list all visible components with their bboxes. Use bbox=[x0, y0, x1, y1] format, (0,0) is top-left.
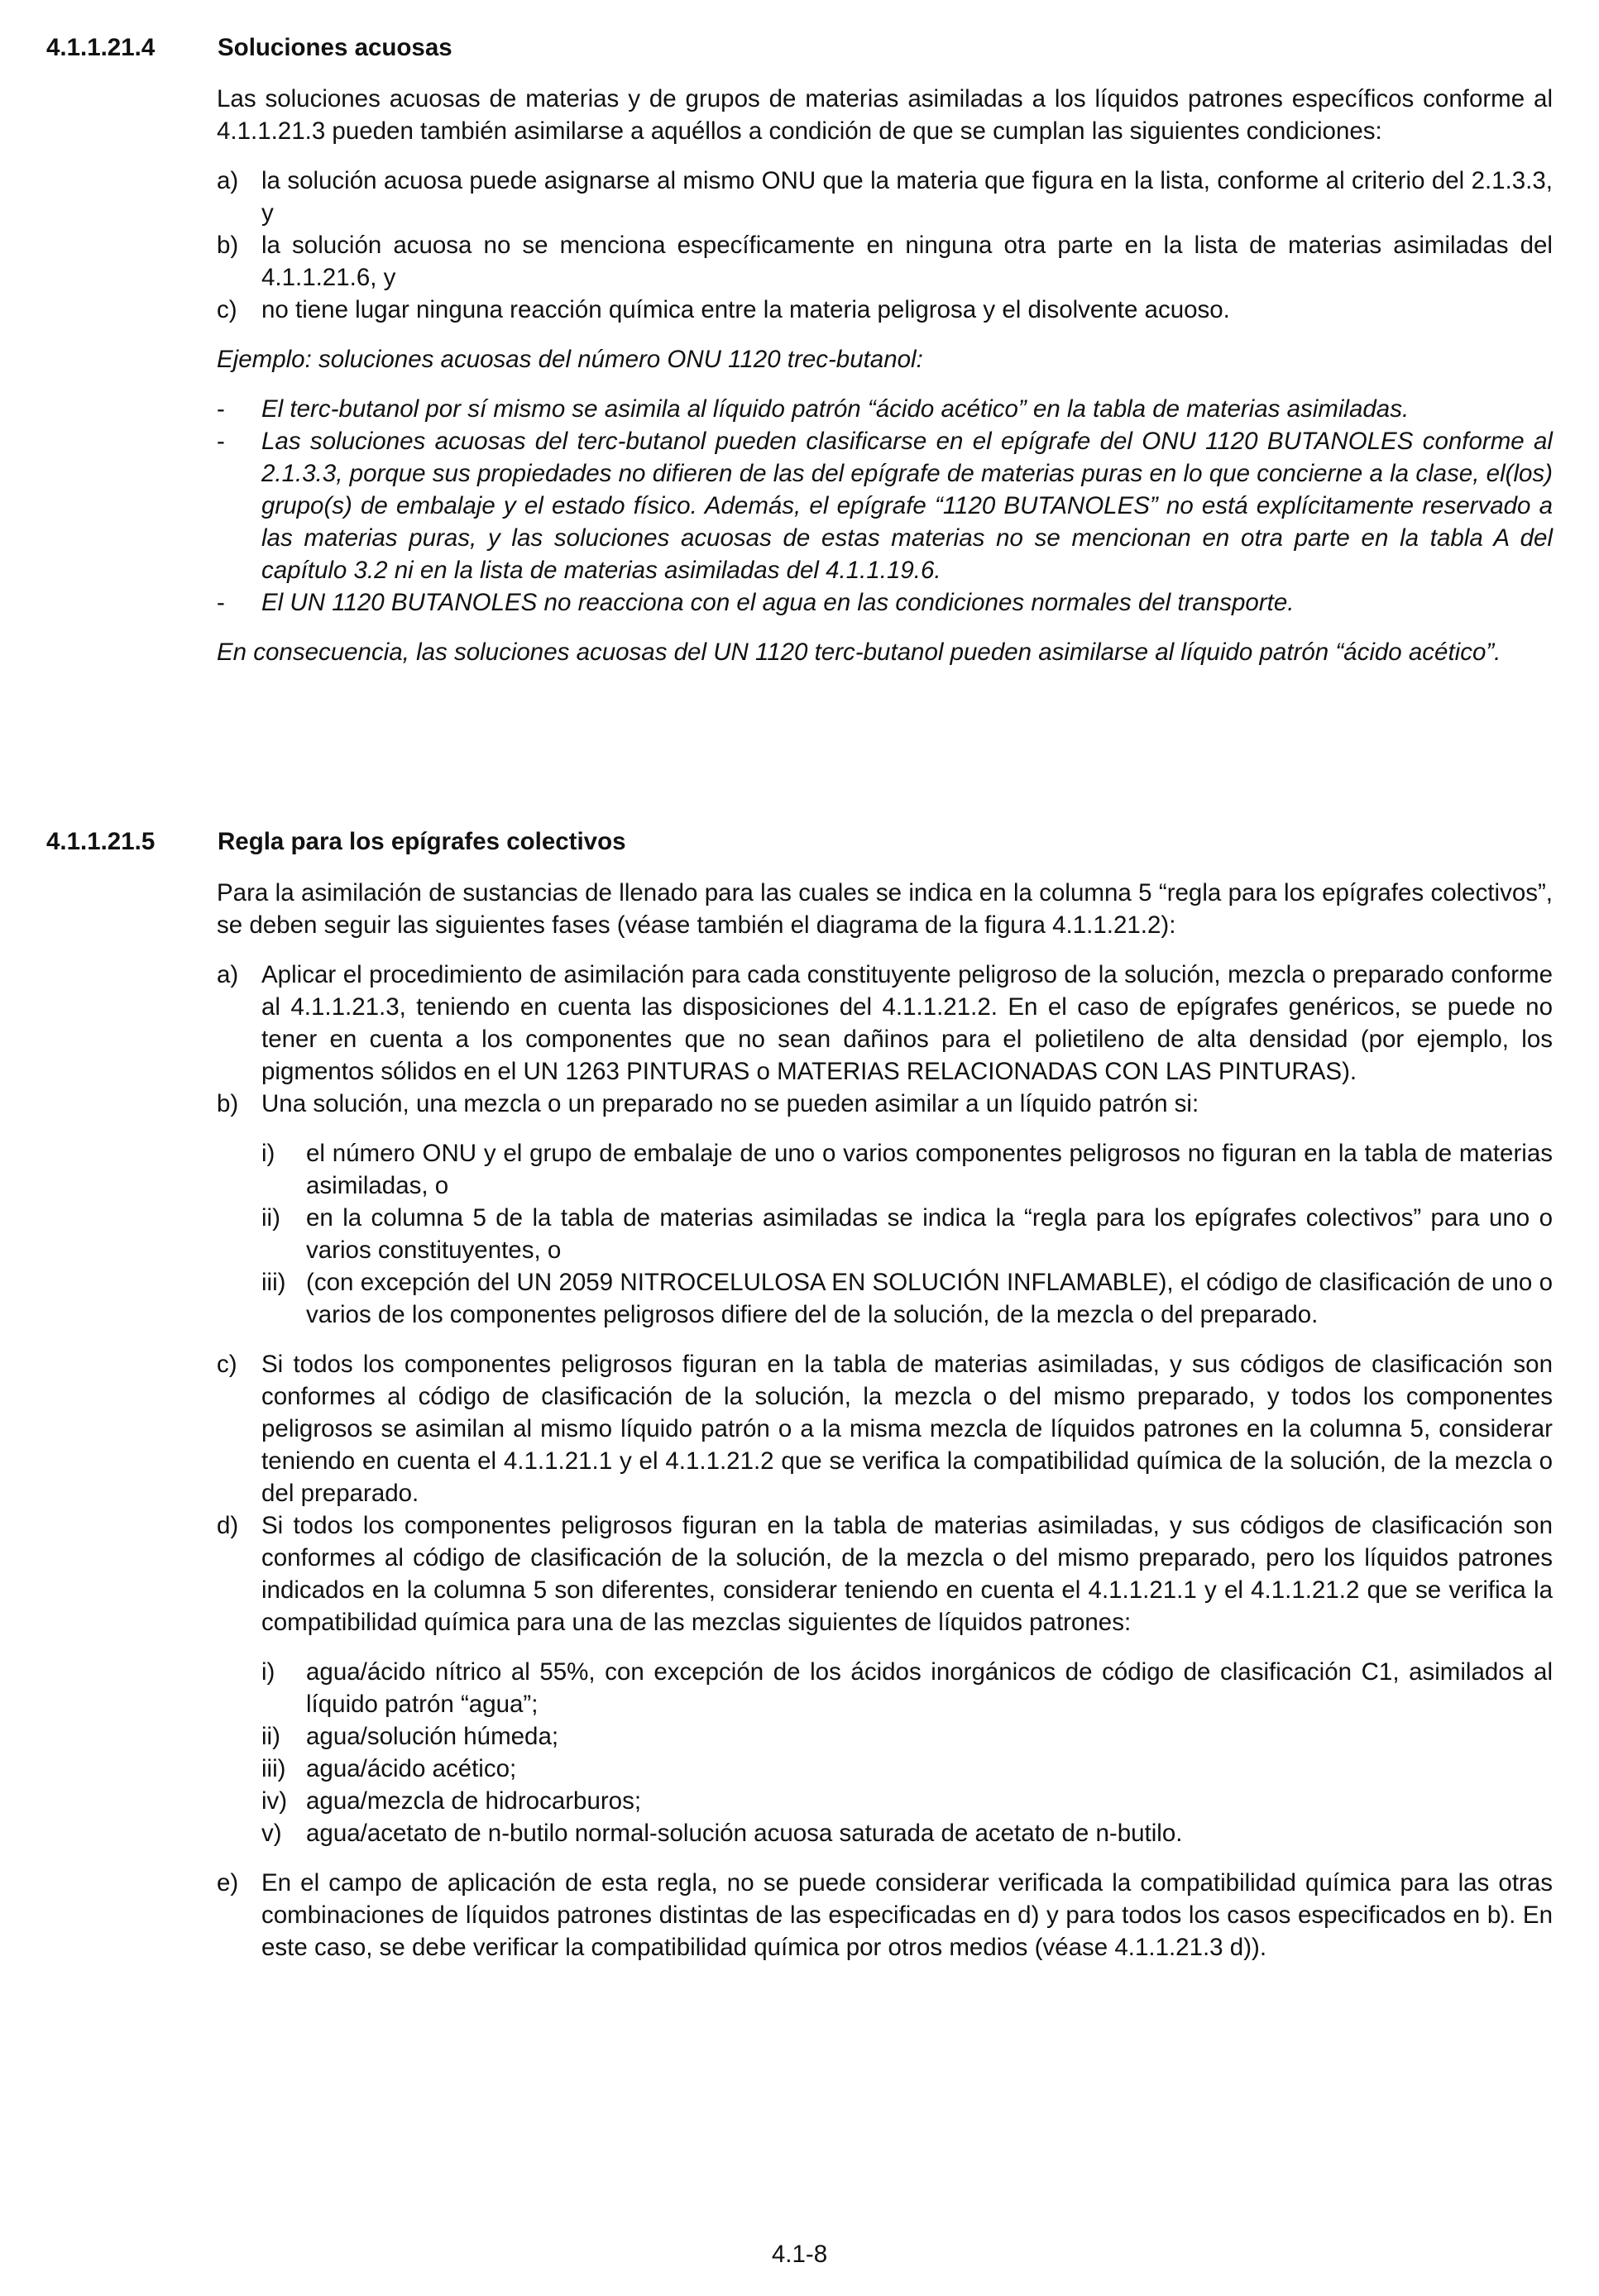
dash-label: - bbox=[217, 589, 225, 616]
item-label: c) bbox=[217, 1351, 237, 1378]
sub-label: iii) bbox=[261, 1755, 286, 1782]
item-label: d) bbox=[217, 1512, 239, 1539]
section-body-5 bbox=[217, 877, 1553, 1964]
sub-item bbox=[217, 1202, 1553, 1266]
conclusion-paragraph: En consecuencia, las soluciones acuosas del UN 1120 terc-butanol pueden asimilarse al líquido patrón “ácido acético”. bbox=[217, 639, 1501, 666]
item-label: a) bbox=[217, 167, 239, 194]
sub-text: (con excepción del UN 2059 NITROCELULOSA EN SOLUCIÓN INFLAMABLE), el código de clasificación de uno o varios de los componentes peligrosos difiere del de la solución, de la mezcla o del preparado. bbox=[306, 1269, 1553, 1328]
sub-text: en la columna 5 de la tabla de materias asimiladas se indica la “regla para los epígrafes colectivos” para uno o varios constituyentes, o bbox=[306, 1204, 1553, 1264]
sub-text: agua/solución húmeda; bbox=[306, 1723, 559, 1750]
item-text: la solución acuosa no se menciona específicamente en ninguna otra parte en la lista de materias asimiladas del 4.1.1.21.6, y bbox=[261, 232, 1553, 291]
step-item-e bbox=[217, 1867, 1553, 1964]
sub-item bbox=[217, 1137, 1553, 1202]
example-item bbox=[217, 586, 1553, 619]
example-heading: Ejemplo: soluciones acuosas del número ONU 1120 trec-butanol: bbox=[217, 346, 923, 373]
step-item-b bbox=[217, 1088, 1553, 1120]
item-label: e) bbox=[217, 1869, 239, 1897]
step-item-d bbox=[217, 1509, 1553, 1638]
item-label: b) bbox=[217, 1090, 239, 1117]
dash-label: - bbox=[217, 428, 225, 455]
section-body-4 bbox=[217, 83, 1553, 668]
sub-text: agua/ácido nítrico al 55%, con excepción de los ácidos inorgánicos de código de clasificación C1, asimilados al líquido patrón “agua”; bbox=[306, 1658, 1553, 1718]
condition-item bbox=[217, 165, 1553, 229]
sub-item bbox=[217, 1817, 1553, 1849]
item-text: Una solución, una mezcla o un preparado no se pueden asimilar a un líquido patrón si: bbox=[261, 1090, 1199, 1117]
item-text: Las soluciones acuosas del terc-butanol pueden clasificarse en el epígrafe del ONU 1120 BUTANOLES conforme al 2.1.3.3, porque sus propiedades no difieren de las del epígrafe de materias puras en lo que concierne a la clase, el(los) grupo(s) de embalaje y el estado físico. Además, el epígrafe “1120 BUTANOLES” no está explícitamente reservado a las materias puras, y las soluciones acuosas de estas materias no se mencionan en otra parte en la tabla A del capítulo 3.2 ni en la lista de materias asimiladas del 4.1.1.19.6. bbox=[261, 428, 1553, 584]
sub-item bbox=[217, 1266, 1553, 1331]
section-number: 4.1.1.21.5 bbox=[46, 828, 156, 855]
item-text: Si todos los componentes peligrosos figuran en la tabla de materias asimiladas, y sus códigos de clasificación son conformes al código de clasificación de la solución, de la mezcla o del mismo preparado, pero los líquidos patrones indicados en la columna 5 son diferentes, considerar teniendo en cuenta el 4.1.1.21.1 y el 4.1.1.21.2 que se verifica la compatibilidad química para una de las mezclas siguientes de líquidos patrones: bbox=[261, 1512, 1553, 1636]
sub-item bbox=[217, 1720, 1553, 1753]
sub-text: agua/acetato de n-butilo normal-solución acuosa saturada de acetato de n-butilo. bbox=[306, 1820, 1183, 1847]
sub-text: agua/mezcla de hidrocarburos; bbox=[306, 1787, 642, 1815]
intro-paragraph: Las soluciones acuosas de materias y de grupos de materias asimiladas a los líquidos patrones específicos conforme al 4.1.1.21.3 pueden también asimilarse a aquéllos a condición de que se cumplan las siguientes condiciones: bbox=[217, 85, 1553, 145]
item-text: la solución acuosa puede asignarse al mismo ONU que la materia que figura en la lista, conforme al criterio del 2.1.3.3, y bbox=[261, 167, 1553, 227]
sub-label: ii) bbox=[261, 1723, 280, 1750]
example-item bbox=[217, 425, 1553, 586]
section-title: Soluciones acuosas bbox=[218, 34, 452, 61]
condition-item bbox=[217, 294, 1553, 326]
example-item bbox=[217, 393, 1553, 425]
item-text: Si todos los componentes peligrosos figuran en la tabla de materias asimiladas, y sus códigos de clasificación son conformes al código de clasificación de la solución, la mezcla o del mismo preparado, y todos los componentes peligrosos se asimilan al mismo líquido patrón o a la misma mezcla de líquidos patrones en la columna 5, considerar teniendo en cuenta el 4.1.1.21.1 y el 4.1.1.21.2 que se verifica la compatibilidad química de la solución, de la mezcla o del preparado. bbox=[261, 1351, 1553, 1507]
dash-label: - bbox=[217, 395, 225, 423]
item-label: a) bbox=[217, 961, 239, 988]
condition-item bbox=[217, 229, 1553, 294]
sub-label: iii) bbox=[261, 1269, 286, 1296]
item-label: c) bbox=[217, 296, 237, 323]
step-item-a bbox=[217, 959, 1553, 1088]
sub-text: agua/ácido acético; bbox=[306, 1755, 517, 1782]
item-text: En el campo de aplicación de esta regla, no se puede considerar verificada la compatibilidad química para las otras combinaciones de líquidos patrones distintas de las especificadas en d) y para todos los casos especificados en b). En este caso, se debe verificar la compatibilidad química por otros medios (véase 4.1.1.21.3 d)). bbox=[261, 1869, 1553, 1961]
section-heading-4 bbox=[46, 31, 1552, 64]
sub-item bbox=[217, 1656, 1553, 1720]
sub-label: i) bbox=[261, 1140, 275, 1167]
section-title: Regla para los epígrafes colectivos bbox=[218, 828, 626, 855]
step-item-c bbox=[217, 1348, 1553, 1509]
sub-text: el número ONU y el grupo de embalaje de uno o varios componentes peligrosos no figuran en la tabla de materias asimiladas, o bbox=[306, 1140, 1553, 1199]
sub-item bbox=[217, 1753, 1553, 1785]
item-text: El terc-butanol por sí mismo se asimila al líquido patrón “ácido acético” en la tabla de materias asimiladas. bbox=[261, 395, 1410, 423]
section-number: 4.1.1.21.4 bbox=[46, 34, 156, 61]
sub-label: i) bbox=[261, 1658, 275, 1686]
item-text: El UN 1120 BUTANOLES no reacciona con el agua en las condiciones normales del transporte. bbox=[261, 589, 1295, 616]
intro-paragraph: Para la asimilación de sustancias de llenado para las cuales se indica en la columna 5 “regla para los epígrafes colectivos”, se deben seguir las siguientes fases (véase también el diagrama de la figura 4.1.1.21.2): bbox=[217, 879, 1553, 939]
section-heading-5 bbox=[46, 825, 1552, 858]
page-number: 4.1-8 bbox=[771, 2241, 828, 2268]
item-text: no tiene lugar ninguna reacción química entre la materia peligrosa y el disolvente acuoso. bbox=[261, 296, 1230, 323]
sub-label: iv) bbox=[261, 1787, 288, 1815]
item-label: b) bbox=[217, 232, 239, 259]
sub-label: v) bbox=[261, 1820, 282, 1847]
item-text: Aplicar el procedimiento de asimilación para cada constituyente peligroso de la solución, mezcla o preparado conforme al 4.1.1.21.3, teniendo en cuenta las disposiciones del 4.1.1.21.2. En el caso de epígrafes genéricos, se puede no tener en cuenta a los componentes que no sean dañinos para el polietileno de alta densidad (por ejemplo, los pigmentos sólidos en el UN 1263 PINTURAS o MATERIAS RELACIONADAS CON LAS PINTURAS). bbox=[261, 961, 1553, 1085]
sub-label: ii) bbox=[261, 1204, 280, 1232]
sub-item bbox=[217, 1785, 1553, 1817]
